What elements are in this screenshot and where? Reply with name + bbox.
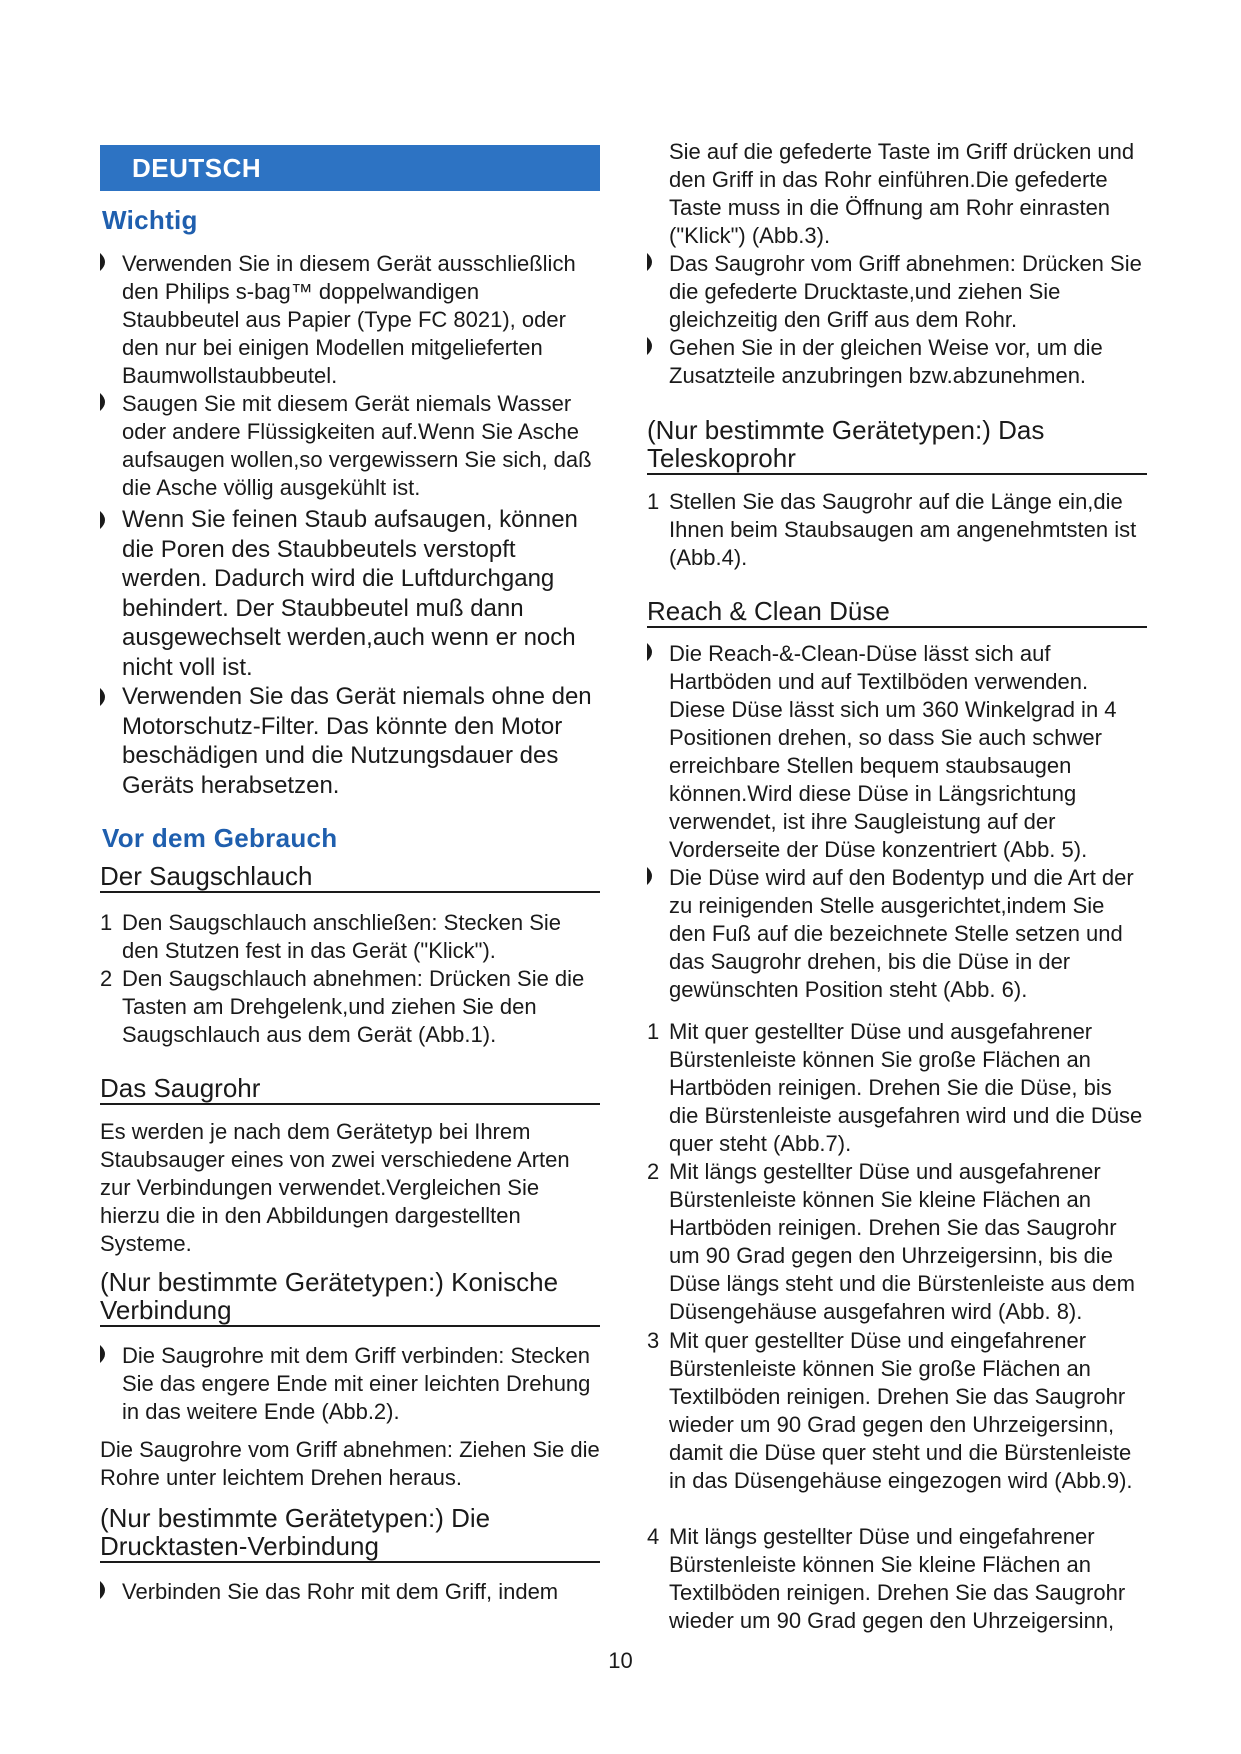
heading-vor-dem-gebrauch: Vor dem Gebrauch [102,823,338,853]
list-item: Die Reach-&-Clean-Düse lässt sich auf Hartböden und auf Textilböden verwenden. Diese Düse lässt sich um 360 Winkelgrad in 4 Positionen drehen, so dass Sie auch schwer erreichbare Stellen bequem staubsaugen können.Wird diese Düse in Längsrichtung verwendet, ist ihre Saugleistung auf der Vorderseite der Düse konzentriert (Abb. 5). [647,640,1147,864]
list-item: 1 Stellen Sie das Saugrohr auf die Länge ein,die Ihnen beim Staubsaugen am angenehmtsten ist (Abb.4). [647,489,1137,570]
continuation-text: Sie auf die gefederte Taste im Griff drücken und den Griff in das Rohr einführen.Die gefederte Taste muss in die Öffnung am Rohr einrasten ("Klick") (Abb.3). [669,139,1135,248]
bullet-icon [100,1345,110,1363]
subheading-drucktasten: (Nur bestimmte Gerätetypen:) Die Drucktasten-Verbindung [100,1504,600,1563]
list-item: 2 Den Saugschlauch abnehmen: Drücken Sie die Tasten am Drehgelenk,und ziehen Sie den Saugschlauch aus dem Gerät (Abb.1). [100,966,585,1047]
subheading-konisch: (Nur bestimmte Gerätetypen:) Konische Verbindung [100,1268,600,1327]
subheading-teleskoprohr: (Nur bestimmte Gerätetypen:) Das Teleskoprohr [647,416,1147,475]
list-item: Die Düse wird auf den Bodentyp und die Art der zu reinigenden Stelle ausgerichtet,indem Sie den Fuß auf die bezeichnete Stelle setzen und das Saugrohr drehen, bis die Düse in der gewünschten Position steht (Abb. 6). [647,864,1147,1004]
bullet-icon [100,688,110,706]
bullet-icon [100,511,110,529]
page-number: 10 [608,1648,633,1673]
language-banner: DEUTSCH [100,145,600,191]
bullet-icon [100,1581,110,1599]
list-item: 2 Mit längs gestellter Düse und ausgefahrener Bürstenleiste können Sie kleine Flächen an Hartböden reinigen. Drehen Sie das Saugrohr um 90 Grad gegen den Uhrzeigersinn, bis die Düse längs steht und die Bürstenleiste aus dem Düsengehäuse ausgefahren wird (Abb. 8). [647,1159,1135,1324]
subheading-reach-clean: Reach & Clean Düse [647,597,1147,628]
list-item: Die Saugrohre mit dem Griff verbinden: Stecken Sie das engere Ende mit einer leichten Drehung in das weitere Ende (Abb.2). [100,1342,600,1426]
bullet-icon [647,867,657,885]
list-item: Das Saugrohr vom Griff abnehmen: Drücken Sie die gefederte Drucktaste,und ziehen Sie gleichzeitig den Griff aus dem Rohr. [647,250,1147,334]
subheading-saugrohr: Das Saugrohr [100,1074,600,1105]
bullet-icon [100,393,110,411]
list-item: Saugen Sie mit diesem Gerät niemals Wasser oder andere Flüssigkeiten auf.Wenn Sie Asche aufsaugen wollen,so vergewissern Sie sich, daß die Asche völlig ausgekühlt ist. [100,390,600,502]
list-item: Gehen Sie in der gleichen Weise vor, um die Zusatzteile anzubringen bzw.abzunehmen. [647,334,1147,390]
subheading-saugschlauch: Der Saugschlauch [100,862,600,893]
konisch-text: Die Saugrohre vom Griff abnehmen: Ziehen Sie die Rohre unter leichtem Drehen heraus. [100,1437,600,1490]
list-item: Wenn Sie feinen Staub aufsaugen, können die Poren des Staubbeutels verstopft werden. Dadurch wird die Luftdurchgang behindert. Der Staubbeutel muß dann ausgewechselt werden,auch wenn er noch nicht voll ist. [100,505,600,682]
bullet-icon [100,253,110,271]
list-item: 4 Mit längs gestellter Düse und eingefahrener Bürstenleiste können Sie kleine Flächen an Textilböden reinigen. Drehen Sie das Saugrohr wieder um 90 Grad gegen den Uhrzeigersinn, [647,1524,1126,1633]
bullet-icon [647,643,657,661]
list-item: Verwenden Sie in diesem Gerät ausschließlich den Philips s-bag™ doppelwandigen Staubbeutel aus Papier (Type FC 8021), oder den nur bei einigen Modellen mitgelieferten Baumwollstaubbeutel. [100,250,600,390]
list-item: Verbinden Sie das Rohr mit dem Griff, indem [100,1578,600,1606]
heading-wichtig: Wichtig [102,205,198,235]
list-item: 1 Mit quer gestellter Düse und ausgefahrener Bürstenleiste können Sie große Flächen an Hartböden reinigen. Drehen Sie die Düse, bis die Bürstenleiste ausgefahren wird und die Düse quer steht (Abb.7). [647,1019,1143,1156]
list-item: 3 Mit quer gestellter Düse und eingefahrener Bürstenleiste können Sie große Flächen an Textilböden reinigen. Drehen Sie das Saugrohr wieder um 90 Grad gegen den Uhrzeigersinn, damit die Düse quer steht und die Bürstenleiste in das Düsengehäuse eingezogen wird (Abb.9). [647,1328,1133,1493]
list-item: Verwenden Sie das Gerät niemals ohne den Motorschutz-Filter. Das könnte den Motor beschädigen und die Nutzungsdauer des Geräts herabsetzen. [100,682,600,800]
bullet-icon [647,337,657,355]
list-item: 1 Den Saugschlauch anschließen: Stecken Sie den Stutzen fest in das Gerät ("Klick"). [100,910,562,963]
bullet-icon [647,253,657,271]
saugrohr-text: Es werden je nach dem Gerätetyp bei Ihrem Staubsauger eines von zwei verschiedene Arten zur Verbindungen verwendet.Vergleichen Sie hierzu die in den Abbildungen dargestellten Systeme. [100,1119,570,1256]
